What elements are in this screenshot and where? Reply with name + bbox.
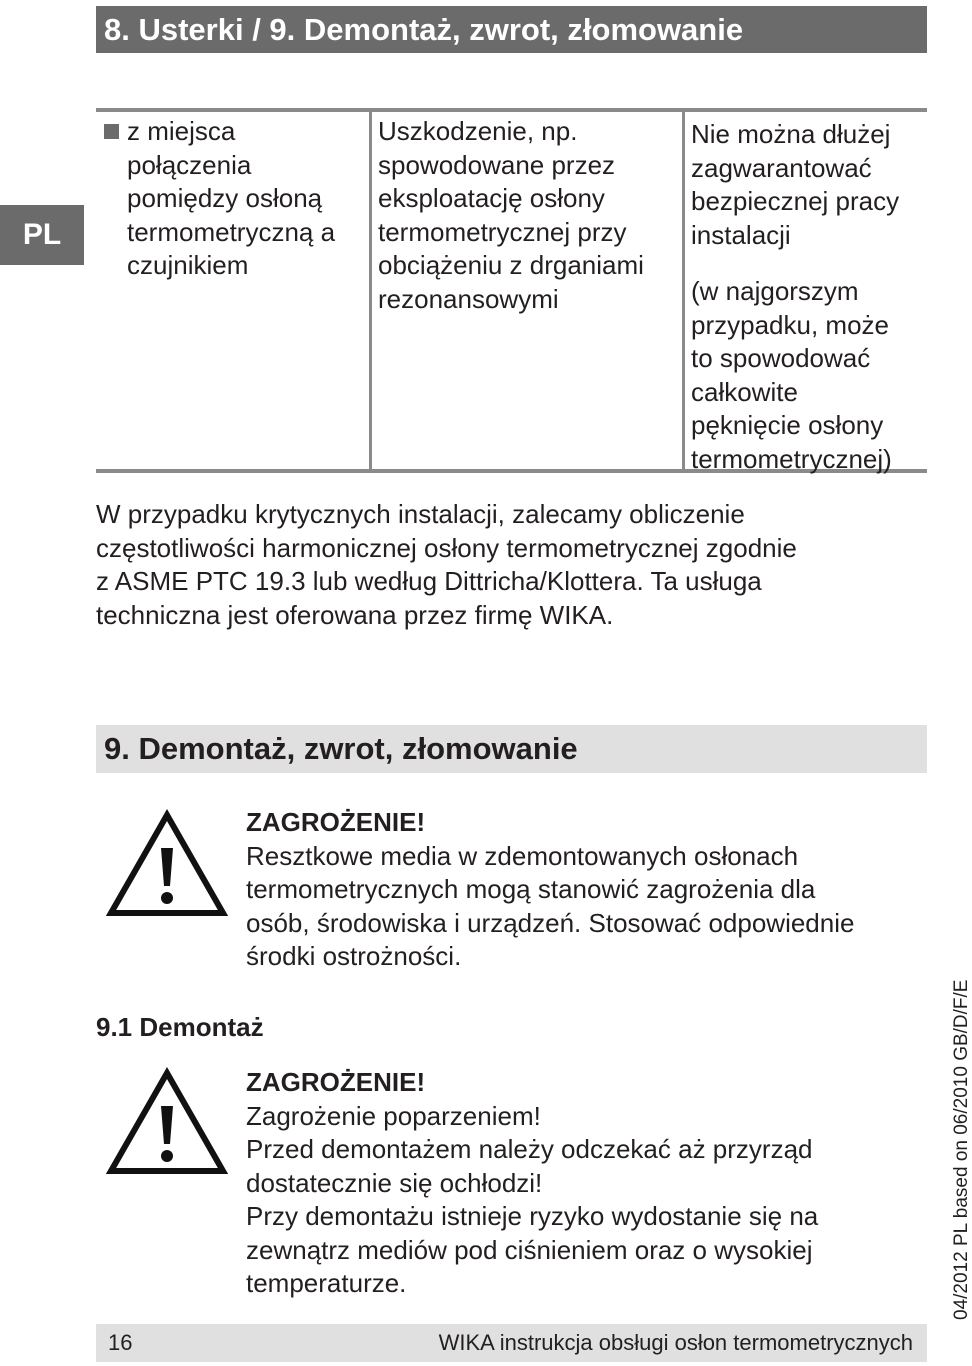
- page-header: [96, 6, 927, 53]
- text-line: częstotliwości harmonicznej osłony termometrycznej zgodnie: [96, 532, 797, 563]
- bullet-square-icon: [104, 124, 119, 139]
- warning-triangle-icon: [106, 1068, 228, 1176]
- subsection-heading: 9.1 Demontaż: [96, 1012, 264, 1042]
- recommendation-paragraph: [96, 498, 896, 632]
- text-line: czujnikiem: [127, 250, 249, 280]
- text-line: zewnątrz mediów pod ciśnieniem oraz o wysokiej: [246, 1234, 813, 1265]
- page-footer: [96, 1324, 927, 1362]
- text-line: pęknięcie osłony: [691, 410, 884, 440]
- table-cell-location: [96, 112, 372, 469]
- page-number: 16: [108, 1330, 133, 1355]
- danger-notice-residues: [246, 806, 926, 974]
- text-line: W przypadku krytycznych instalacji, zalecamy obliczenie: [96, 499, 745, 529]
- text-line: termometrycznych mogą stanowić zagrożenia dla: [246, 874, 816, 904]
- text-line: z ASME PTC 19.3 lub według Dittricha/Klottera. Ta usługa: [96, 566, 762, 596]
- table-cell-cause: [372, 112, 685, 469]
- text-line: Resztkowe media w zdemontowanych osłonach: [246, 840, 799, 871]
- warning-triangle-icon: [106, 810, 228, 918]
- location-text: [127, 115, 335, 469]
- text-line: Uszkodzenie, np.: [378, 116, 578, 146]
- text-line: termometryczną a: [127, 216, 336, 247]
- text-line: dostatecznie się ochłodzi!: [246, 1167, 543, 1198]
- text-line: całkowite: [691, 376, 798, 407]
- text-line: rezonansowymi: [378, 283, 559, 314]
- text-line: przypadku, może: [691, 309, 889, 340]
- document-version-note: 04/2012 PL based on 06/2010 GB/D/F/E: [951, 979, 972, 1320]
- text-line: termometrycznej przy: [378, 216, 627, 247]
- text-line: techniczna jest oferowana przez firmę WIKA.: [96, 599, 614, 630]
- language-tab: PL: [0, 205, 84, 265]
- danger-title: ZAGROŻENIE!: [246, 1067, 426, 1097]
- footer-title: WIKA instrukcja obsługi osłon termometrycznych: [438, 1330, 913, 1355]
- text-line: termometrycznej): [691, 443, 892, 474]
- text-line: to spowodować: [691, 343, 871, 373]
- page-header-title: 8. Usterki / 9. Demontaż, zwrot, złomowanie: [104, 12, 744, 47]
- text-line: połączenia: [127, 149, 252, 180]
- text-line: temperaturze.: [246, 1268, 407, 1298]
- text-line: Nie można dłużej: [691, 119, 891, 149]
- text-line: obciążeniu z drganiami: [378, 250, 644, 280]
- text-line: pomiędzy osłoną: [127, 183, 323, 213]
- text-line: spowodowane przez: [378, 149, 616, 180]
- text-line: (w najgorszym: [691, 276, 859, 306]
- text-line: z miejsca: [127, 116, 236, 146]
- text-line: Przed demontażem należy odczekać aż przyrząd: [246, 1134, 813, 1164]
- section-heading-title: 9. Demontaż, zwrot, złomowanie: [104, 731, 578, 766]
- fault-table: [96, 108, 927, 473]
- text-line: środki ostrożności.: [246, 941, 462, 971]
- table-cell-consequence: [685, 112, 927, 474]
- text-line: Zagrożenie poparzeniem!: [246, 1100, 541, 1131]
- section-heading: [96, 725, 927, 773]
- text-line: eksploatację osłony: [378, 183, 605, 213]
- text-line: Przy demontażu istnieje ryzyko wydostanie się na: [246, 1201, 819, 1231]
- text-line: zagwarantować: [691, 152, 872, 183]
- text-line: bezpiecznej pracy: [691, 186, 900, 216]
- text-line: instalacji: [691, 219, 791, 250]
- danger-title: ZAGROŻENIE!: [246, 807, 426, 837]
- text-line: osób, środowiska i urządzeń. Stosować odpowiednie: [246, 907, 855, 938]
- danger-notice-burn: [246, 1066, 926, 1301]
